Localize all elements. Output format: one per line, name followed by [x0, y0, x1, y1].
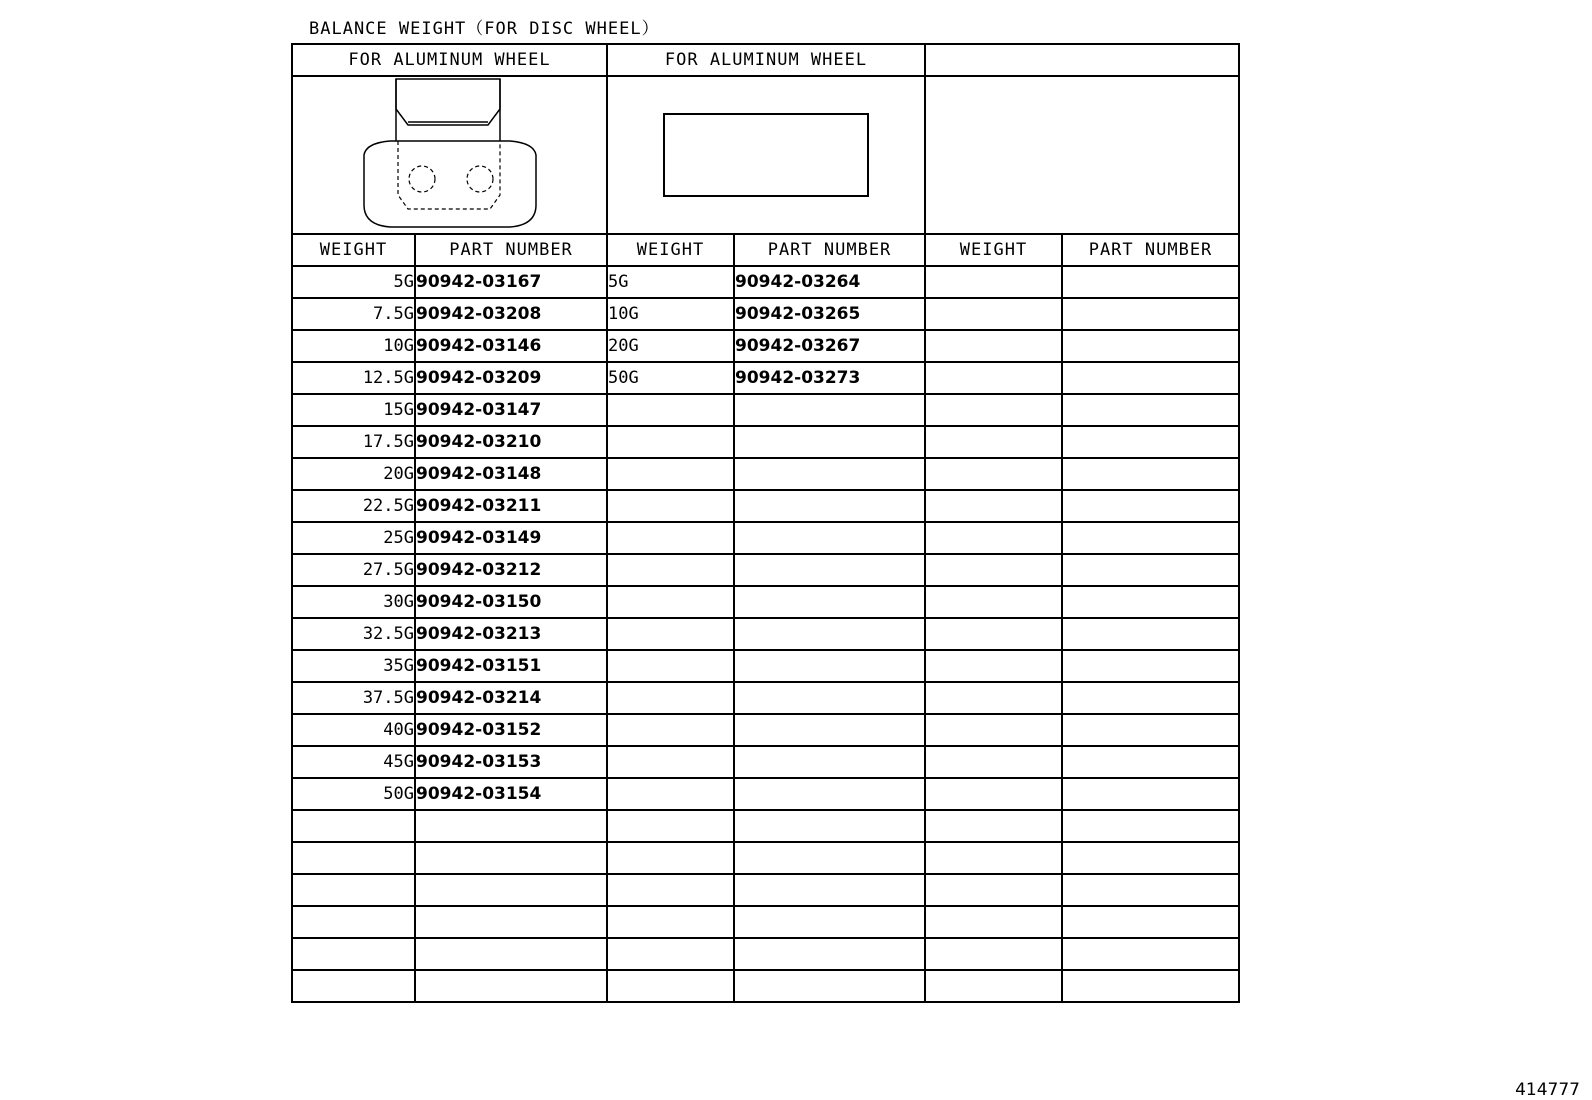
weight-cell — [925, 362, 1062, 394]
weight-cell — [925, 906, 1062, 938]
table-row — [292, 298, 1239, 330]
weight-cell: 10G — [607, 298, 734, 330]
section-header-3 — [925, 44, 1239, 76]
part-number-cell — [1062, 426, 1239, 458]
part-number-cell — [415, 810, 607, 842]
table-row — [292, 330, 1239, 362]
weight-cell — [607, 746, 734, 778]
weight-cell — [292, 906, 415, 938]
part-number-cell: 90942-03209 — [415, 362, 607, 394]
weight-cell: 5G — [292, 266, 415, 298]
table-row — [292, 682, 1239, 714]
part-number-cell: 90942-03152 — [415, 714, 607, 746]
part-number-cell — [734, 650, 925, 682]
weight-cell: 35G — [292, 650, 415, 682]
weight-cell — [607, 554, 734, 586]
weight-cell: 45G — [292, 746, 415, 778]
weight-cell — [292, 874, 415, 906]
weight-cell: 20G — [292, 458, 415, 490]
weight-cell — [607, 682, 734, 714]
part-number-cell — [1062, 586, 1239, 618]
weight-cell — [925, 618, 1062, 650]
part-number-cell — [1062, 266, 1239, 298]
table-row — [292, 490, 1239, 522]
weight-cell — [925, 490, 1062, 522]
weight-column-header-1: WEIGHT — [292, 234, 415, 266]
part-number-cell — [415, 874, 607, 906]
part-number-cell — [1062, 490, 1239, 522]
page-title: BALANCE WEIGHT（FOR DISC WHEEL） — [309, 19, 660, 39]
illustration-cell-1 — [292, 76, 607, 234]
table-row — [292, 938, 1239, 970]
part-number-cell: 90942-03148 — [415, 458, 607, 490]
part-number-cell: 90942-03147 — [415, 394, 607, 426]
part-number-cell: 90942-03213 — [415, 618, 607, 650]
weight-cell — [925, 266, 1062, 298]
part-number-cell: 90942-03264 — [734, 266, 925, 298]
part-number-cell — [1062, 522, 1239, 554]
weight-cell — [607, 842, 734, 874]
table-row — [292, 362, 1239, 394]
part-number-cell — [734, 522, 925, 554]
table-row — [292, 874, 1239, 906]
part-number-cell: 90942-03265 — [734, 298, 925, 330]
part-number-cell — [734, 554, 925, 586]
weight-cell — [607, 586, 734, 618]
weight-cell — [607, 650, 734, 682]
adhesive-weight-icon — [660, 110, 872, 200]
weight-cell — [607, 426, 734, 458]
part-number-cell — [1062, 650, 1239, 682]
weight-cell — [925, 746, 1062, 778]
part-number-cell — [1062, 874, 1239, 906]
part-number-cell — [734, 778, 925, 810]
part-number-cell — [1062, 842, 1239, 874]
weight-cell: 22.5G — [292, 490, 415, 522]
part-number-cell — [734, 970, 925, 1002]
weight-cell: 32.5G — [292, 618, 415, 650]
part-number-cell — [415, 906, 607, 938]
weight-cell — [925, 330, 1062, 362]
weight-cell — [925, 970, 1062, 1002]
weight-cell: 17.5G — [292, 426, 415, 458]
section-header-1: FOR ALUMINUM WHEEL — [292, 44, 607, 76]
weight-cell — [607, 490, 734, 522]
part-number-cell: 90942-03214 — [415, 682, 607, 714]
table-row — [292, 714, 1239, 746]
part-number-cell: 90942-03210 — [415, 426, 607, 458]
weight-cell — [925, 682, 1062, 714]
part-number-cell — [734, 490, 925, 522]
part-number-cell — [734, 874, 925, 906]
part-number-cell: 90942-03167 — [415, 266, 607, 298]
part-number-cell — [1062, 298, 1239, 330]
part-number-cell: 90942-03153 — [415, 746, 607, 778]
part-number-cell: 90942-03273 — [734, 362, 925, 394]
weight-cell — [925, 522, 1062, 554]
part-number-column-header-1: PART NUMBER — [415, 234, 607, 266]
part-number-cell — [734, 746, 925, 778]
part-number-column-header-3: PART NUMBER — [1062, 234, 1239, 266]
part-number-cell — [734, 906, 925, 938]
document-number: 414777 — [1515, 1080, 1580, 1100]
part-number-cell — [734, 682, 925, 714]
weight-column-header-2: WEIGHT — [607, 234, 734, 266]
weight-cell — [607, 938, 734, 970]
part-number-cell — [734, 618, 925, 650]
weight-cell — [925, 554, 1062, 586]
part-number-cell — [734, 714, 925, 746]
part-number-cell — [1062, 362, 1239, 394]
weight-cell — [925, 938, 1062, 970]
weight-cell — [292, 810, 415, 842]
table-row — [292, 586, 1239, 618]
table-row — [292, 394, 1239, 426]
weight-cell — [925, 298, 1062, 330]
weight-cell: 10G — [292, 330, 415, 362]
weight-cell: 20G — [607, 330, 734, 362]
table-row — [292, 842, 1239, 874]
weight-cell — [925, 394, 1062, 426]
table-row — [292, 778, 1239, 810]
weight-cell — [292, 970, 415, 1002]
table-row — [292, 522, 1239, 554]
weight-cell — [925, 714, 1062, 746]
part-number-cell: 90942-03150 — [415, 586, 607, 618]
part-number-cell: 90942-03151 — [415, 650, 607, 682]
part-number-cell — [1062, 554, 1239, 586]
weight-cell: 12.5G — [292, 362, 415, 394]
part-number-cell — [415, 938, 607, 970]
table-row — [292, 618, 1239, 650]
balance-weight-table — [291, 43, 1240, 1003]
part-number-cell — [734, 586, 925, 618]
part-number-cell: 90942-03212 — [415, 554, 607, 586]
weight-cell — [607, 874, 734, 906]
weight-cell: 40G — [292, 714, 415, 746]
weight-cell: 37.5G — [292, 682, 415, 714]
weight-cell — [607, 970, 734, 1002]
weight-cell — [925, 650, 1062, 682]
part-number-cell — [1062, 330, 1239, 362]
part-number-cell — [734, 810, 925, 842]
weight-cell — [607, 810, 734, 842]
table-row — [292, 426, 1239, 458]
part-number-cell — [734, 426, 925, 458]
clip-weight-icon — [360, 77, 540, 233]
weight-cell — [292, 938, 415, 970]
part-number-column-header-2: PART NUMBER — [734, 234, 925, 266]
part-number-cell — [1062, 938, 1239, 970]
part-number-cell: 90942-03146 — [415, 330, 607, 362]
part-number-cell — [1062, 810, 1239, 842]
weight-cell — [925, 426, 1062, 458]
weight-cell — [925, 458, 1062, 490]
weight-cell — [925, 810, 1062, 842]
weight-cell — [607, 618, 734, 650]
table-row — [292, 810, 1239, 842]
part-number-cell — [1062, 714, 1239, 746]
illustration-cell-3 — [925, 76, 1239, 234]
table-row — [292, 266, 1239, 298]
table-row — [292, 746, 1239, 778]
part-number-cell — [1062, 394, 1239, 426]
part-number-cell — [734, 938, 925, 970]
weight-cell — [607, 522, 734, 554]
weight-cell: 50G — [292, 778, 415, 810]
illustration-cell-2 — [607, 76, 925, 234]
weight-cell — [607, 778, 734, 810]
part-number-cell — [734, 458, 925, 490]
part-number-cell — [1062, 906, 1239, 938]
part-number-cell: 90942-03267 — [734, 330, 925, 362]
part-number-cell — [1062, 746, 1239, 778]
part-number-cell — [1062, 778, 1239, 810]
table-row — [292, 554, 1239, 586]
weight-cell: 30G — [292, 586, 415, 618]
section-header-2: FOR ALUMINUM WHEEL — [607, 44, 925, 76]
weight-cell — [925, 778, 1062, 810]
weight-cell — [925, 586, 1062, 618]
weight-cell: 25G — [292, 522, 415, 554]
table-row — [292, 970, 1239, 1002]
weight-cell: 27.5G — [292, 554, 415, 586]
part-number-cell: 90942-03208 — [415, 298, 607, 330]
weight-cell — [607, 458, 734, 490]
part-number-cell: 90942-03154 — [415, 778, 607, 810]
weight-column-header-3: WEIGHT — [925, 234, 1062, 266]
part-number-cell — [415, 970, 607, 1002]
weight-cell — [925, 874, 1062, 906]
weight-cell — [925, 842, 1062, 874]
weight-cell — [607, 906, 734, 938]
part-number-cell — [1062, 970, 1239, 1002]
part-number-cell: 90942-03149 — [415, 522, 607, 554]
part-number-cell: 90942-03211 — [415, 490, 607, 522]
weight-cell: 50G — [607, 362, 734, 394]
weight-cell — [292, 842, 415, 874]
part-number-cell — [734, 842, 925, 874]
part-number-cell — [1062, 618, 1239, 650]
part-number-cell — [415, 842, 607, 874]
weight-cell: 7.5G — [292, 298, 415, 330]
part-number-cell — [1062, 458, 1239, 490]
part-number-cell — [734, 394, 925, 426]
part-number-cell — [1062, 682, 1239, 714]
table-row — [292, 650, 1239, 682]
table-row — [292, 906, 1239, 938]
weight-cell: 15G — [292, 394, 415, 426]
weight-cell: 5G — [607, 266, 734, 298]
weight-cell — [607, 714, 734, 746]
table-row — [292, 458, 1239, 490]
weight-cell — [607, 394, 734, 426]
